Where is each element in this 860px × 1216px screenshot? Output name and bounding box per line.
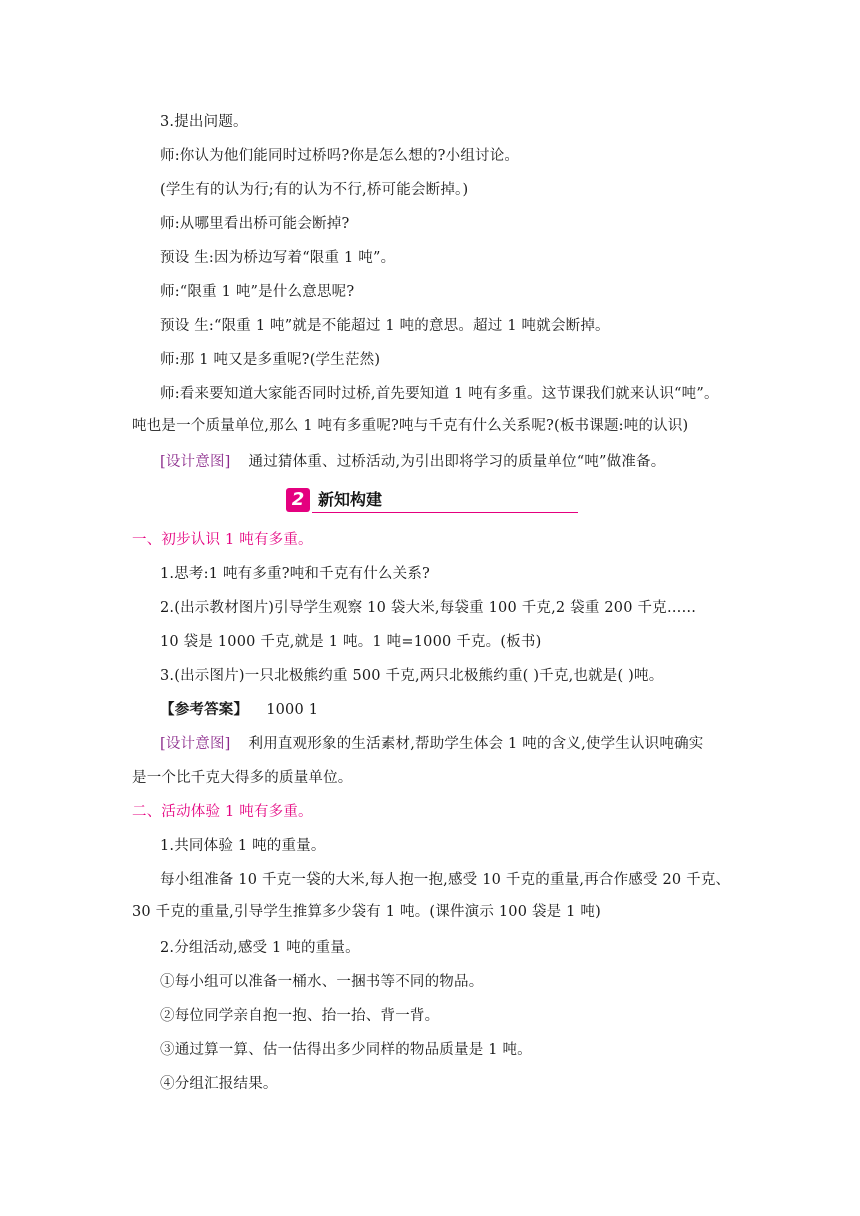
design-intent-text: 通过猜体重、过桥活动,为引出即将学习的质量单位“吨”做准备。 <box>248 454 666 470</box>
paragraph: 2.(出示教材图片)引导学生观察 10 袋大米,每袋重 100 千克,2 袋重 200 千克…… <box>160 600 697 616</box>
section-title: 新知构建 <box>318 490 383 509</box>
paragraph: 1.共同体验 1 吨的重量。 <box>160 838 326 854</box>
design-intent-text: 利用直观形象的生活素材,帮助学生体会 1 吨的含义,使学生认识吨确实 <box>248 736 704 752</box>
design-intent-tag: [设计意图] <box>160 736 231 752</box>
paragraph: 3.提出问题。 <box>160 114 248 130</box>
list-item: ①每小组可以准备一桶水、一捆书等不同的物品。 <box>160 974 484 990</box>
reference-answer <box>160 700 318 720</box>
paragraph: 30 千克的重量,引导学生推算多少袋有 1 吨。(课件演示 100 袋是 1 吨) <box>132 904 601 920</box>
subheading: 二、活动体验 1 吨有多重。 <box>132 804 313 820</box>
paragraph: 师:“限重 1 吨”是什么意思呢? <box>160 284 355 300</box>
subheading: 一、初步认识 1 吨有多重。 <box>132 532 313 548</box>
paragraph: 10 袋是 1000 千克,就是 1 吨。1 吨=1000 千克。(板书) <box>160 634 542 650</box>
paragraph: 1.思考:1 吨有多重?吨和千克有什么关系? <box>160 566 431 582</box>
paragraph: 师:从哪里看出桥可能会断掉? <box>160 216 350 232</box>
list-item: ②每位同学亲自抱一抱、抬一抬、背一背。 <box>160 1008 440 1024</box>
paragraph: 是一个比千克大得多的质量单位。 <box>132 770 353 786</box>
section-header <box>286 486 578 514</box>
design-intent <box>160 452 665 472</box>
section-divider <box>312 512 578 513</box>
paragraph: 预设 生:“限重 1 吨”就是不能超过 1 吨的意思。超过 1 吨就会断掉。 <box>160 318 610 334</box>
list-item: ③通过算一算、估一估得出多少同样的物品质量是 1 吨。 <box>160 1042 532 1058</box>
design-intent-tag: [设计意图] <box>160 454 231 470</box>
design-intent <box>160 734 703 754</box>
paragraph: (学生有的认为行;有的认为不行,桥可能会断掉。) <box>160 182 469 198</box>
paragraph: 2.分组活动,感受 1 吨的重量。 <box>160 940 360 956</box>
paragraph: 师:那 1 吨又是多重呢?(学生茫然) <box>160 352 381 368</box>
paragraph: 3.(出示图片)一只北极熊约重 500 千克,两只北极熊约重( )千克,也就是( )吨。 <box>160 668 664 684</box>
paragraph: 师:看来要知道大家能否同时过桥,首先要知道 1 吨有多重。这节课我们就来认识“吨”。 <box>160 386 719 402</box>
paragraph: 吨也是一个质量单位,那么 1 吨有多重呢?吨与千克有什么关系呢?(板书课题:吨的认识) <box>132 418 689 434</box>
paragraph: 每小组准备 10 千克一袋的大米,每人抱一抱,感受 10 千克的重量,再合作感受 20 千克、 <box>160 872 731 888</box>
paragraph: 预设 生:因为桥边写着“限重 1 吨”。 <box>160 250 396 266</box>
reference-answer-text: 1000 1 <box>266 702 319 718</box>
reference-answer-tag: 【参考答案】 <box>160 701 249 718</box>
paragraph: 师:你认为他们能同时过桥吗?你是怎么想的?小组讨论。 <box>160 148 520 164</box>
section-number-badge: 2 <box>286 488 310 512</box>
list-item: ④分组汇报结果。 <box>160 1076 278 1092</box>
